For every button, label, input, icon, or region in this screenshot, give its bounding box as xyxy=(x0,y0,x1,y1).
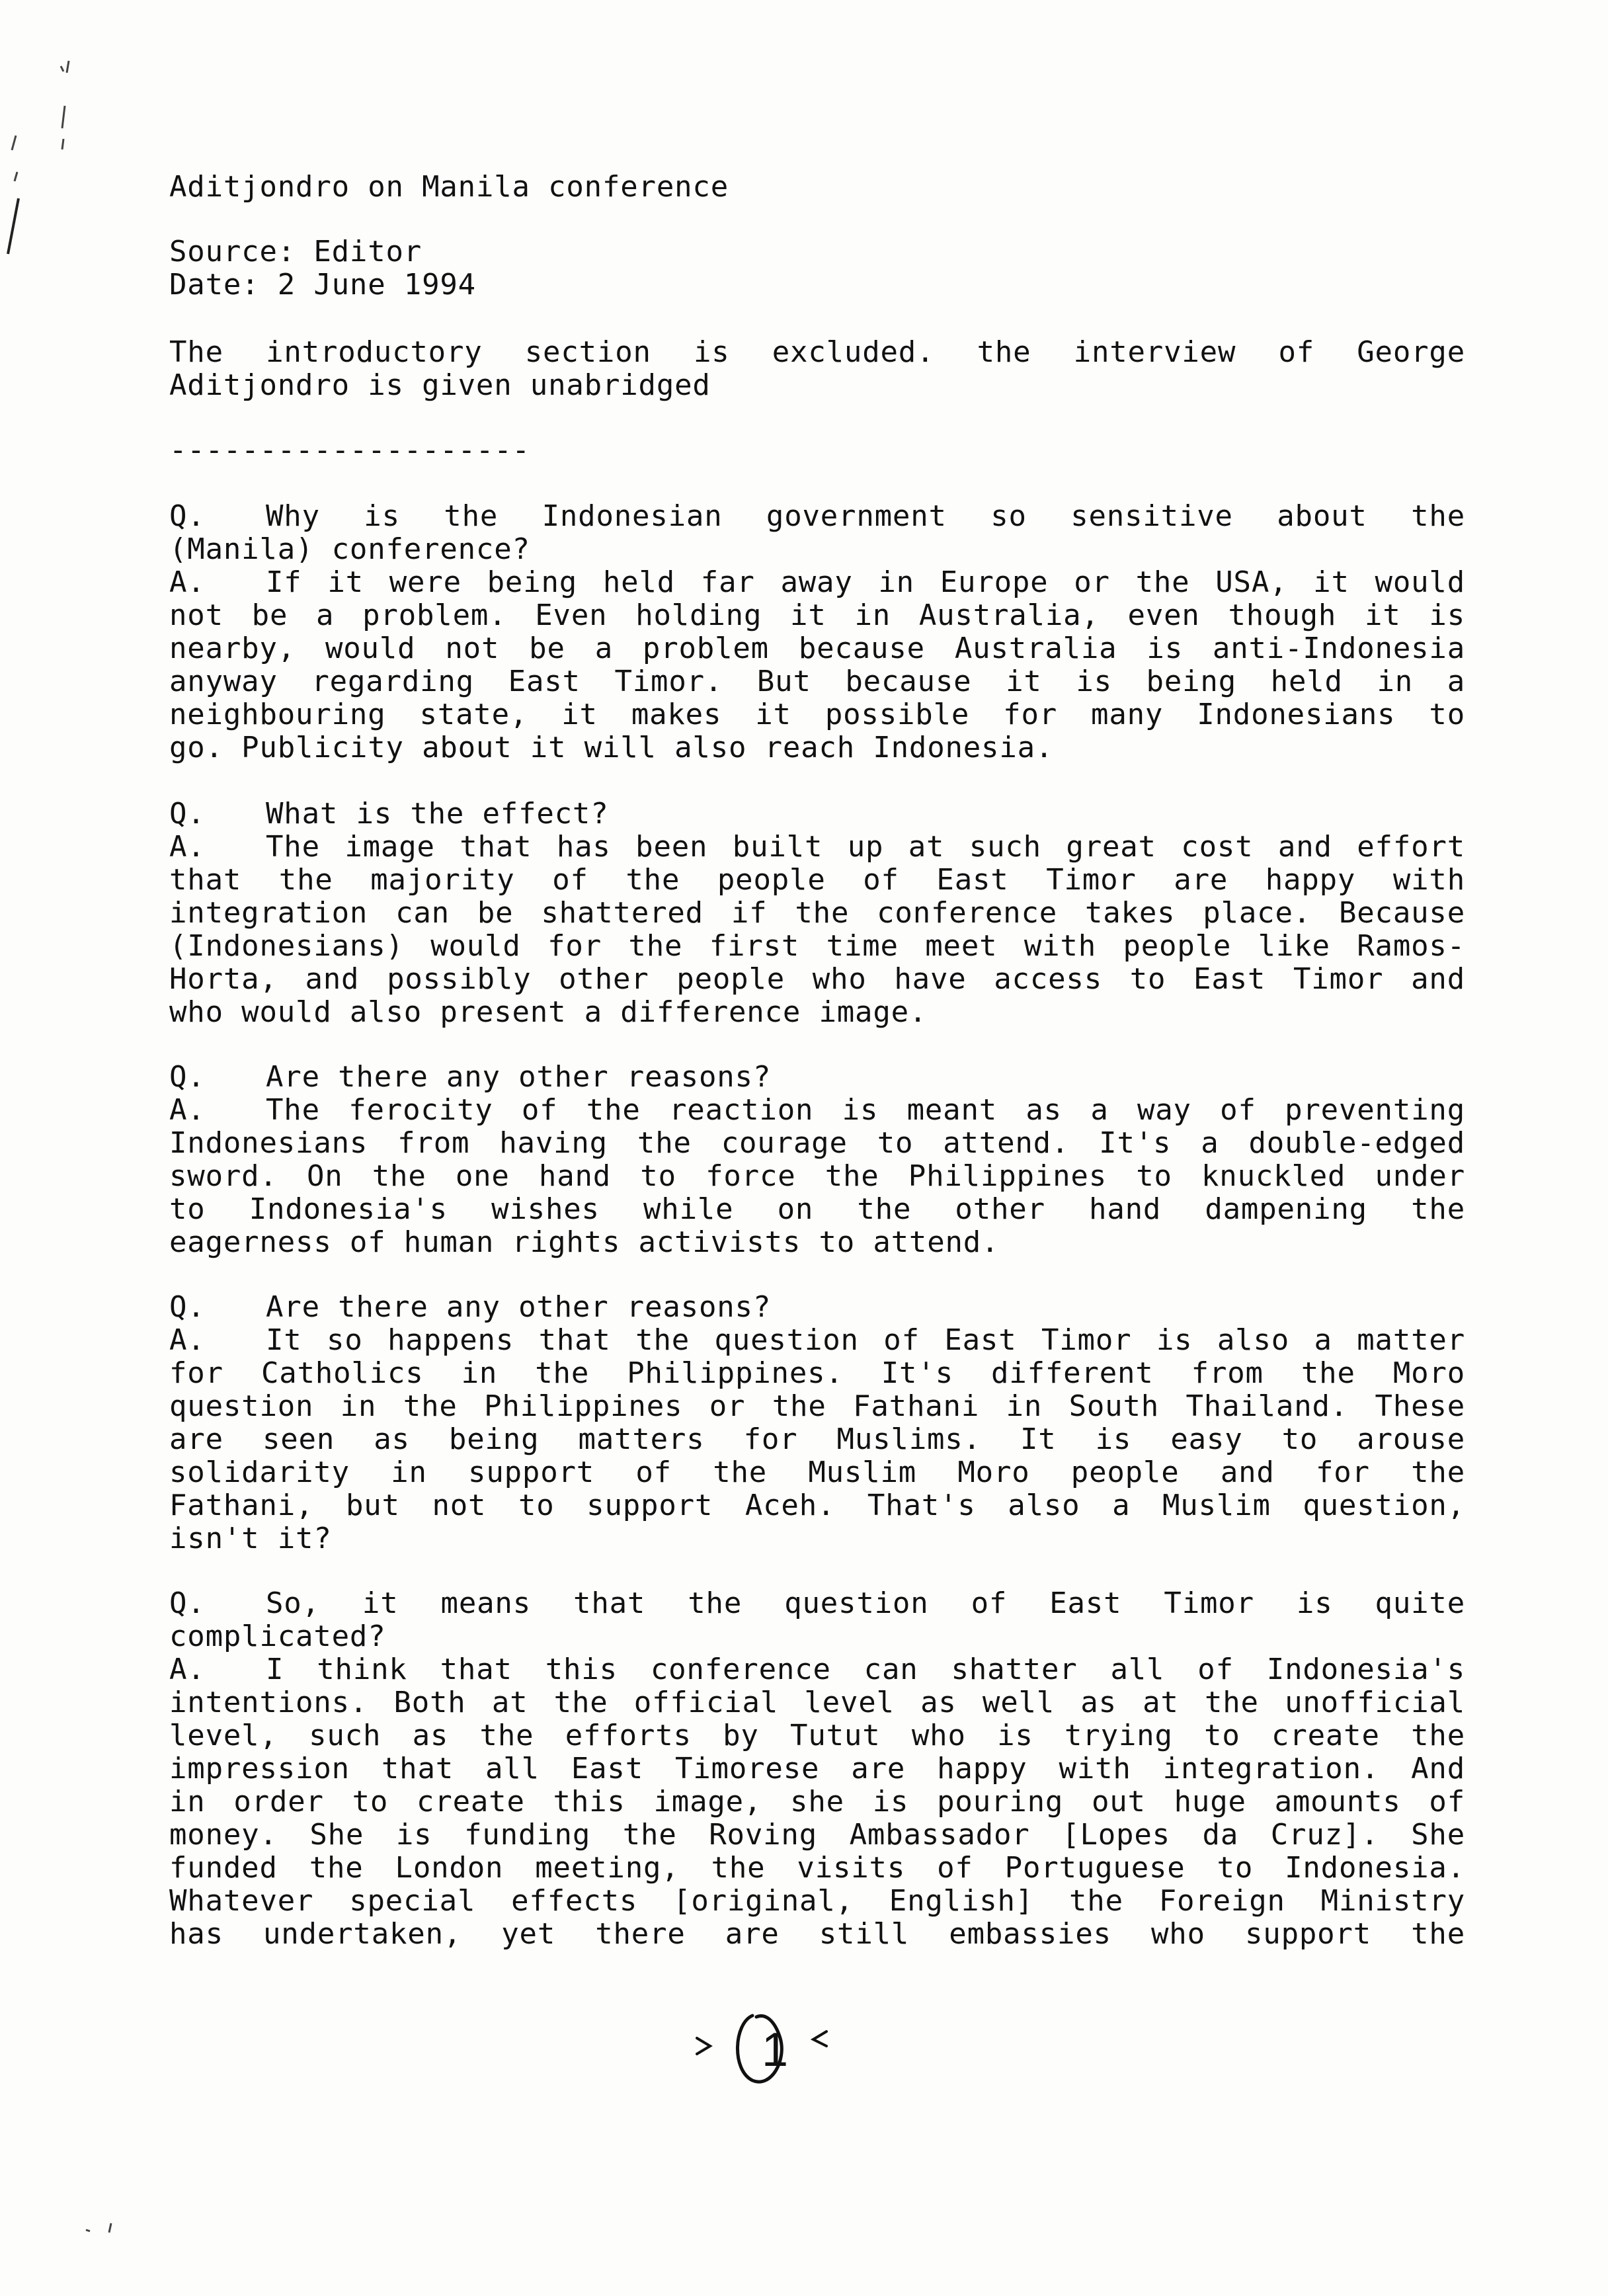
question-line xyxy=(169,1587,1465,1620)
answer-label: A. xyxy=(169,830,206,864)
answer-text: in order to create this image, she is pouring out huge amounts of xyxy=(169,1785,1465,1819)
source-line: Source: Editor xyxy=(169,235,422,268)
page-number-text: 1 xyxy=(762,2024,789,2076)
question-label: Q. xyxy=(169,797,206,831)
answer-text: to Indonesia's wishes while on the other hand dampening the xyxy=(169,1192,1465,1226)
question-text: Why is the Indonesian government so sensitive about the xyxy=(266,499,1465,533)
date-line: Date: 2 June 1994 xyxy=(169,268,476,302)
answer-text: The ferocity of the reaction is meant as a way of preventing xyxy=(266,1093,1465,1127)
answer-text: funded the London meeting, the visits of Portuguese to Indonesia. xyxy=(169,1851,1465,1885)
answer-text: impression that all East Timorese are happy with integration. And xyxy=(169,1752,1465,1785)
qa-block-4 xyxy=(169,1291,1465,1555)
question-line xyxy=(169,1291,1465,1324)
intro-line: Aditjondro is given unabridged xyxy=(169,368,711,402)
answer-text: go. Publicity about it will also reach Indonesia. xyxy=(169,731,1054,764)
answer-text: has undertaken, yet there are still embassies who support the xyxy=(169,1917,1465,1951)
question-line xyxy=(169,500,1465,533)
question-label: Q. xyxy=(169,499,206,533)
answer-text: sword. On the one hand to force the Philippines to knuckled under xyxy=(169,1159,1465,1193)
intro-line: The introductory section is excluded. the interview of George xyxy=(169,335,1465,369)
separator-line: -------------------- xyxy=(169,433,530,467)
answer-line xyxy=(169,1653,1465,1686)
answer-text: Indonesians from having the courage to attend. It's a double-edged xyxy=(169,1126,1465,1160)
answer-line xyxy=(169,1094,1465,1127)
answer-label: A. xyxy=(169,565,206,599)
intro-paragraph xyxy=(169,336,1465,402)
question-text: What is the effect? xyxy=(266,797,609,831)
answer-text: who would also present a difference image. xyxy=(169,995,928,1029)
answer-label: A. xyxy=(169,1653,206,1686)
qa-block-5 xyxy=(169,1587,1465,1951)
answer-text: The image that has been built up at such great cost and effort xyxy=(266,830,1465,864)
question-text: complicated? xyxy=(169,1620,386,1653)
answer-text: question in the Philippines or the Fathani in South Thailand. These xyxy=(169,1389,1465,1423)
question-label: Q. xyxy=(169,1586,206,1620)
answer-text: Whatever special effects [original, English] the Foreign Ministry xyxy=(169,1884,1465,1918)
question-label: Q. xyxy=(169,1290,206,1324)
qa-block-1 xyxy=(169,500,1465,764)
answer-text: anyway regarding East Timor. But because it is being held in a xyxy=(169,665,1465,698)
answer-text: are seen as being matters for Muslims. It is easy to arouse xyxy=(169,1422,1465,1456)
answer-text: Horta, and possibly other people who have access to East Timor and xyxy=(169,962,1465,996)
question-line xyxy=(169,798,1465,831)
answer-text: eagerness of human rights activists to attend. xyxy=(169,1225,1000,1259)
answer-text: for Catholics in the Philippines. It's different from the Moro xyxy=(169,1356,1465,1390)
answer-text: nearby, would not be a problem because Australia is anti-Indonesia xyxy=(169,632,1465,665)
answer-text: not be a problem. Even holding it in Australia, even though it is xyxy=(169,598,1465,632)
answer-line xyxy=(169,1324,1465,1357)
answer-text: solidarity in support of the Muslim Moro people and for the xyxy=(169,1456,1465,1489)
answer-text: It so happens that the question of East Timor is also a matter xyxy=(266,1323,1465,1357)
question-line xyxy=(169,1061,1465,1094)
document-header xyxy=(169,171,1465,204)
answer-text: money. She is funding the Roving Ambassador [Lopes da Cruz]. She xyxy=(169,1818,1465,1852)
question-text: Are there any other reasons? xyxy=(266,1060,772,1094)
separator-block xyxy=(169,434,1465,467)
answer-label: A. xyxy=(169,1093,206,1127)
answer-text: Fathani, but not to support Aceh. That's also a Muslim question, xyxy=(169,1489,1465,1522)
answer-text: I think that this conference can shatter all of Indonesia's xyxy=(266,1653,1465,1686)
answer-text: If it were being held far away in Europe or the USA, it would xyxy=(266,565,1465,599)
answer-text: integration can be shattered if the conference takes place. Because xyxy=(169,896,1465,930)
answer-text: (Indonesians) would for the first time meet with people like Ramos- xyxy=(169,929,1465,963)
answer-label: A. xyxy=(169,1323,206,1357)
question-label: Q. xyxy=(169,1060,206,1094)
page-number-mark xyxy=(688,1997,860,2090)
document-title: Aditjondro on Manila conference xyxy=(169,170,729,204)
page-number-drawing xyxy=(688,1997,860,2090)
question-text: (Manila) conference? xyxy=(169,532,530,566)
margin-pen-marks xyxy=(0,0,145,2296)
answer-line xyxy=(169,566,1465,599)
qa-block-3 xyxy=(169,1061,1465,1259)
answer-text: level, such as the efforts by Tutut who is trying to create the xyxy=(169,1719,1465,1752)
answer-text: that the majority of the people of East Timor are happy with xyxy=(169,863,1465,897)
answer-text: intentions. Both at the official level as well as at the unofficial xyxy=(169,1686,1465,1719)
source-block xyxy=(169,235,1465,302)
answer-line xyxy=(169,831,1465,864)
question-text: So, it means that the question of East Timor is quite xyxy=(266,1586,1465,1620)
answer-text: isn't it? xyxy=(169,1522,332,1555)
answer-text: neighbouring state, it makes it possible for many Indonesians to xyxy=(169,698,1465,731)
qa-block-2 xyxy=(169,798,1465,1029)
question-text: Are there any other reasons? xyxy=(266,1290,772,1324)
